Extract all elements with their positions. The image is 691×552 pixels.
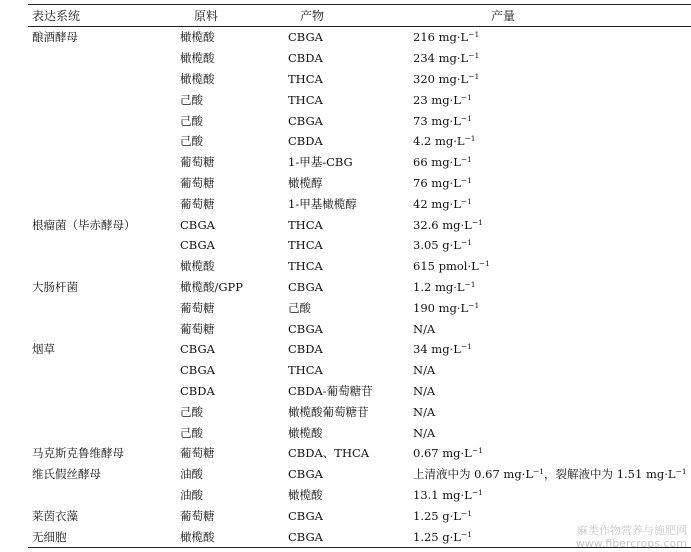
- cell-product: CBGA: [288, 30, 323, 45]
- yield-value: 上清液中为 0.67 mg·L: [413, 467, 533, 482]
- yield-unit-exponent: −1: [468, 71, 480, 81]
- cell-expression-system: [28, 485, 180, 506]
- cell-yield: [413, 297, 691, 318]
- table-row: [28, 152, 691, 173]
- yield-value: 66 mg·L: [413, 155, 461, 170]
- cell-yield: [413, 235, 691, 256]
- cell-substrate: CBGA: [180, 238, 215, 253]
- cell-product: CBDA-葡萄糖苷: [288, 383, 373, 398]
- yield-unit-exponent: −1: [460, 238, 472, 248]
- cell-expression-system: [28, 110, 180, 131]
- cell-yield: [413, 339, 691, 360]
- cell-product: CBGA: [288, 321, 323, 336]
- cell-expression-system: 马克斯克鲁维酵母: [32, 446, 124, 461]
- cell-expression-system: [28, 193, 180, 214]
- yield-value: 23 mg·L: [413, 92, 461, 107]
- yield-unit-exponent: −1: [468, 30, 480, 40]
- table-row: [28, 235, 691, 256]
- cell-yield: [413, 422, 691, 443]
- yield-value: N/A: [413, 321, 436, 336]
- cell-substrate: CBGA: [180, 217, 215, 232]
- yield-unit-exponent: −1: [460, 155, 472, 165]
- cell-yield: [413, 360, 691, 381]
- table-row: [28, 297, 691, 318]
- cell-yield: [413, 152, 691, 173]
- cell-yield: [413, 485, 691, 506]
- cell-product: THCA: [288, 259, 323, 274]
- yield-value: N/A: [413, 363, 436, 378]
- cell-yield: [413, 443, 691, 464]
- watermark: [576, 524, 687, 550]
- cell-substrate: 己酸: [180, 134, 203, 149]
- table-row: [28, 381, 691, 402]
- yield-value: 0.67 mg·L: [413, 446, 472, 461]
- cell-substrate: CBGA: [180, 363, 215, 378]
- yield-unit-exponent: −1: [468, 51, 480, 61]
- cell-yield: [413, 381, 691, 402]
- cell-product: THCA: [288, 92, 323, 107]
- cell-substrate: 葡萄糖: [180, 196, 215, 211]
- cell-substrate: 橄榄酸: [180, 30, 215, 45]
- cell-expression-system: [28, 69, 180, 90]
- table-row: [28, 110, 691, 131]
- table-row: [28, 48, 691, 69]
- yield-unit-exponent: −1: [471, 487, 483, 497]
- cell-substrate: 己酸: [180, 113, 203, 128]
- cell-expression-system: [28, 422, 180, 443]
- yield-value: 73 mg·L: [413, 113, 461, 128]
- yield-unit-exponent: −1: [460, 196, 472, 206]
- cell-substrate: 葡萄糖: [180, 446, 215, 461]
- table-row: [28, 443, 691, 464]
- table-row: [28, 401, 691, 422]
- cell-product: THCA: [288, 238, 323, 253]
- cell-product: CBDA: [288, 342, 323, 357]
- yield-value: 190 mg·L: [413, 300, 469, 315]
- cell-expression-system: [28, 48, 180, 69]
- cell-expression-system: 大肠杆菌: [32, 279, 78, 294]
- table-row: [28, 277, 691, 298]
- cell-product: 橄榄醇: [288, 175, 323, 190]
- cell-expression-system: 烟草: [32, 342, 55, 357]
- table-row: [28, 69, 691, 90]
- yield-unit-exponent: −1: [464, 279, 476, 289]
- cell-expression-system: [28, 360, 180, 381]
- yield-unit-exponent: −1: [460, 175, 472, 185]
- header-row: [28, 5, 691, 27]
- cell-expression-system: [28, 318, 180, 339]
- cell-yield: [413, 318, 691, 339]
- cell-product: 己酸: [288, 300, 311, 315]
- yield-unit-exponent: −1: [468, 300, 480, 310]
- cell-substrate: 橄榄酸: [180, 259, 215, 274]
- cell-product: 橄榄酸: [288, 425, 323, 440]
- cell-substrate: CBDA: [180, 383, 215, 398]
- cell-product: CBGA: [288, 467, 323, 482]
- yield-value: 320 mg·L: [413, 71, 469, 86]
- yield-unit-exponent: −1: [460, 529, 472, 539]
- header-substrate: 原料: [180, 5, 288, 27]
- yield-unit-exponent: −1: [471, 446, 483, 456]
- cell-yield: [413, 256, 691, 277]
- cell-yield: [413, 110, 691, 131]
- table-row: [28, 193, 691, 214]
- cell-yield: [413, 69, 691, 90]
- cell-substrate: 葡萄糖: [180, 300, 215, 315]
- cell-expression-system: 维氏假丝酵母: [32, 467, 101, 482]
- yield-unit-exponent: −1: [471, 217, 483, 227]
- cell-substrate: 橄榄酸: [180, 71, 215, 86]
- table-row: [28, 27, 691, 48]
- yield-value: 216 mg·L: [413, 30, 469, 45]
- yield-value: N/A: [413, 425, 436, 440]
- table-row: [28, 339, 691, 360]
- cell-expression-system: 根瘤菌（毕赤酵母）: [32, 217, 136, 232]
- cell-yield: [413, 131, 691, 152]
- cell-expression-system: [28, 297, 180, 318]
- data-table: [28, 4, 691, 548]
- yield-unit-exponent: −1: [460, 508, 472, 518]
- cell-product: CBDA: [288, 134, 323, 149]
- cell-substrate: 油酸: [180, 487, 203, 502]
- yield-extra-exponent: −1: [675, 467, 687, 477]
- cell-product: CBGA: [288, 526, 413, 547]
- cell-substrate: 葡萄糖: [180, 508, 215, 523]
- yield-value: 234 mg·L: [413, 51, 469, 66]
- cell-product: 1-甲基-CBG: [288, 155, 353, 170]
- yield-value: 615 pmol·L: [413, 259, 479, 274]
- yield-unit-exponent: −1: [478, 259, 490, 269]
- cell-substrate: 橄榄酸: [180, 51, 215, 66]
- table-row: [28, 256, 691, 277]
- cell-expression-system: [28, 173, 180, 194]
- cell-expression-system: [28, 152, 180, 173]
- cell-substrate: 己酸: [180, 92, 203, 107]
- cell-expression-system: [28, 131, 180, 152]
- header-product: 产物: [288, 5, 413, 27]
- cell-product: CBGA: [288, 113, 323, 128]
- cell-yield: [413, 48, 691, 69]
- yield-value: N/A: [413, 404, 436, 419]
- cell-expression-system: [28, 235, 180, 256]
- cell-substrate: 葡萄糖: [180, 155, 215, 170]
- cell-yield: [413, 193, 691, 214]
- yield-value: 32.6 mg·L: [413, 217, 472, 232]
- table-row: [28, 422, 691, 443]
- yield-value: 3.05 g·L: [413, 238, 461, 253]
- yield-value: 1.25 g·L: [413, 529, 461, 544]
- cell-substrate: CBGA: [180, 342, 215, 357]
- watermark-line2: www.fibercrops.com: [575, 537, 687, 550]
- cell-expression-system: 莱茵衣藻: [32, 508, 78, 523]
- cell-yield: [413, 505, 691, 526]
- cell-yield: [413, 401, 691, 422]
- header-yield: 产量: [413, 5, 691, 27]
- table-row: [28, 464, 691, 485]
- cell-substrate: 橄榄酸: [180, 526, 288, 547]
- yield-unit-exponent: −1: [464, 134, 476, 144]
- cell-product: THCA: [288, 71, 323, 86]
- cell-substrate: 橄榄酸/GPP: [180, 279, 244, 294]
- yield-unit-exponent: −1: [532, 467, 545, 477]
- cell-yield: [413, 214, 691, 235]
- cell-product: THCA: [288, 217, 323, 232]
- yield-value: 4.2 mg·L: [413, 134, 465, 149]
- table-container: [28, 4, 687, 548]
- cell-product: CBDA、THCA: [288, 446, 370, 461]
- yield-unit-exponent: −1: [460, 113, 472, 123]
- table-row: [28, 318, 691, 339]
- table-row: [28, 214, 691, 235]
- cell-product: 1-甲基橄榄醇: [288, 196, 357, 211]
- cell-product: CBGA: [288, 279, 323, 294]
- cell-product: CBGA: [288, 508, 323, 523]
- cell-product: THCA: [288, 363, 323, 378]
- cell-product: CBDA: [288, 51, 323, 66]
- cell-substrate: 葡萄糖: [180, 321, 215, 336]
- table-row: [28, 173, 691, 194]
- table-row: [28, 89, 691, 110]
- cell-yield: [413, 464, 691, 485]
- table-row: [28, 131, 691, 152]
- cell-expression-system: [28, 401, 180, 422]
- cell-expression-system: [28, 89, 180, 110]
- yield-value: N/A: [413, 383, 436, 398]
- cell-substrate: 己酸: [180, 404, 203, 419]
- cell-expression-system: [28, 381, 180, 402]
- table-body: [28, 27, 691, 548]
- cell-yield: [413, 27, 691, 48]
- yield-value: 1.2 mg·L: [413, 279, 465, 294]
- watermark-line1: 麻类作物营养与施肥网: [577, 524, 687, 537]
- cell-yield: [413, 277, 691, 298]
- header-expression-system: 表达系统: [28, 5, 180, 27]
- cell-expression-system: [28, 256, 180, 277]
- yield-value: 34 mg·L: [413, 342, 461, 357]
- table-row: [28, 360, 691, 381]
- yield-value: 1.25 g·L: [413, 508, 461, 523]
- table-row: [28, 505, 691, 526]
- cell-substrate: 己酸: [180, 425, 203, 440]
- yield-value: 13.1 mg·L: [413, 487, 472, 502]
- cell-yield: [413, 89, 691, 110]
- yield-value: 42 mg·L: [413, 196, 461, 211]
- cell-product: 橄榄酸: [288, 487, 323, 502]
- cell-yield: [413, 173, 691, 194]
- yield-unit-exponent: −1: [460, 92, 472, 102]
- yield-unit-exponent: −1: [460, 342, 472, 352]
- table-row: [28, 485, 691, 506]
- yield-value: 76 mg·L: [413, 175, 461, 190]
- cell-expression-system: 无细胞: [28, 526, 180, 547]
- cell-substrate: 葡萄糖: [180, 175, 215, 190]
- cell-expression-system: 酿酒酵母: [32, 30, 78, 45]
- yield-extra: ，裂解液中为 1.51 mg·L: [544, 467, 676, 482]
- cell-substrate: 油酸: [180, 467, 203, 482]
- cell-product: 橄榄酸葡萄糖苷: [288, 404, 369, 419]
